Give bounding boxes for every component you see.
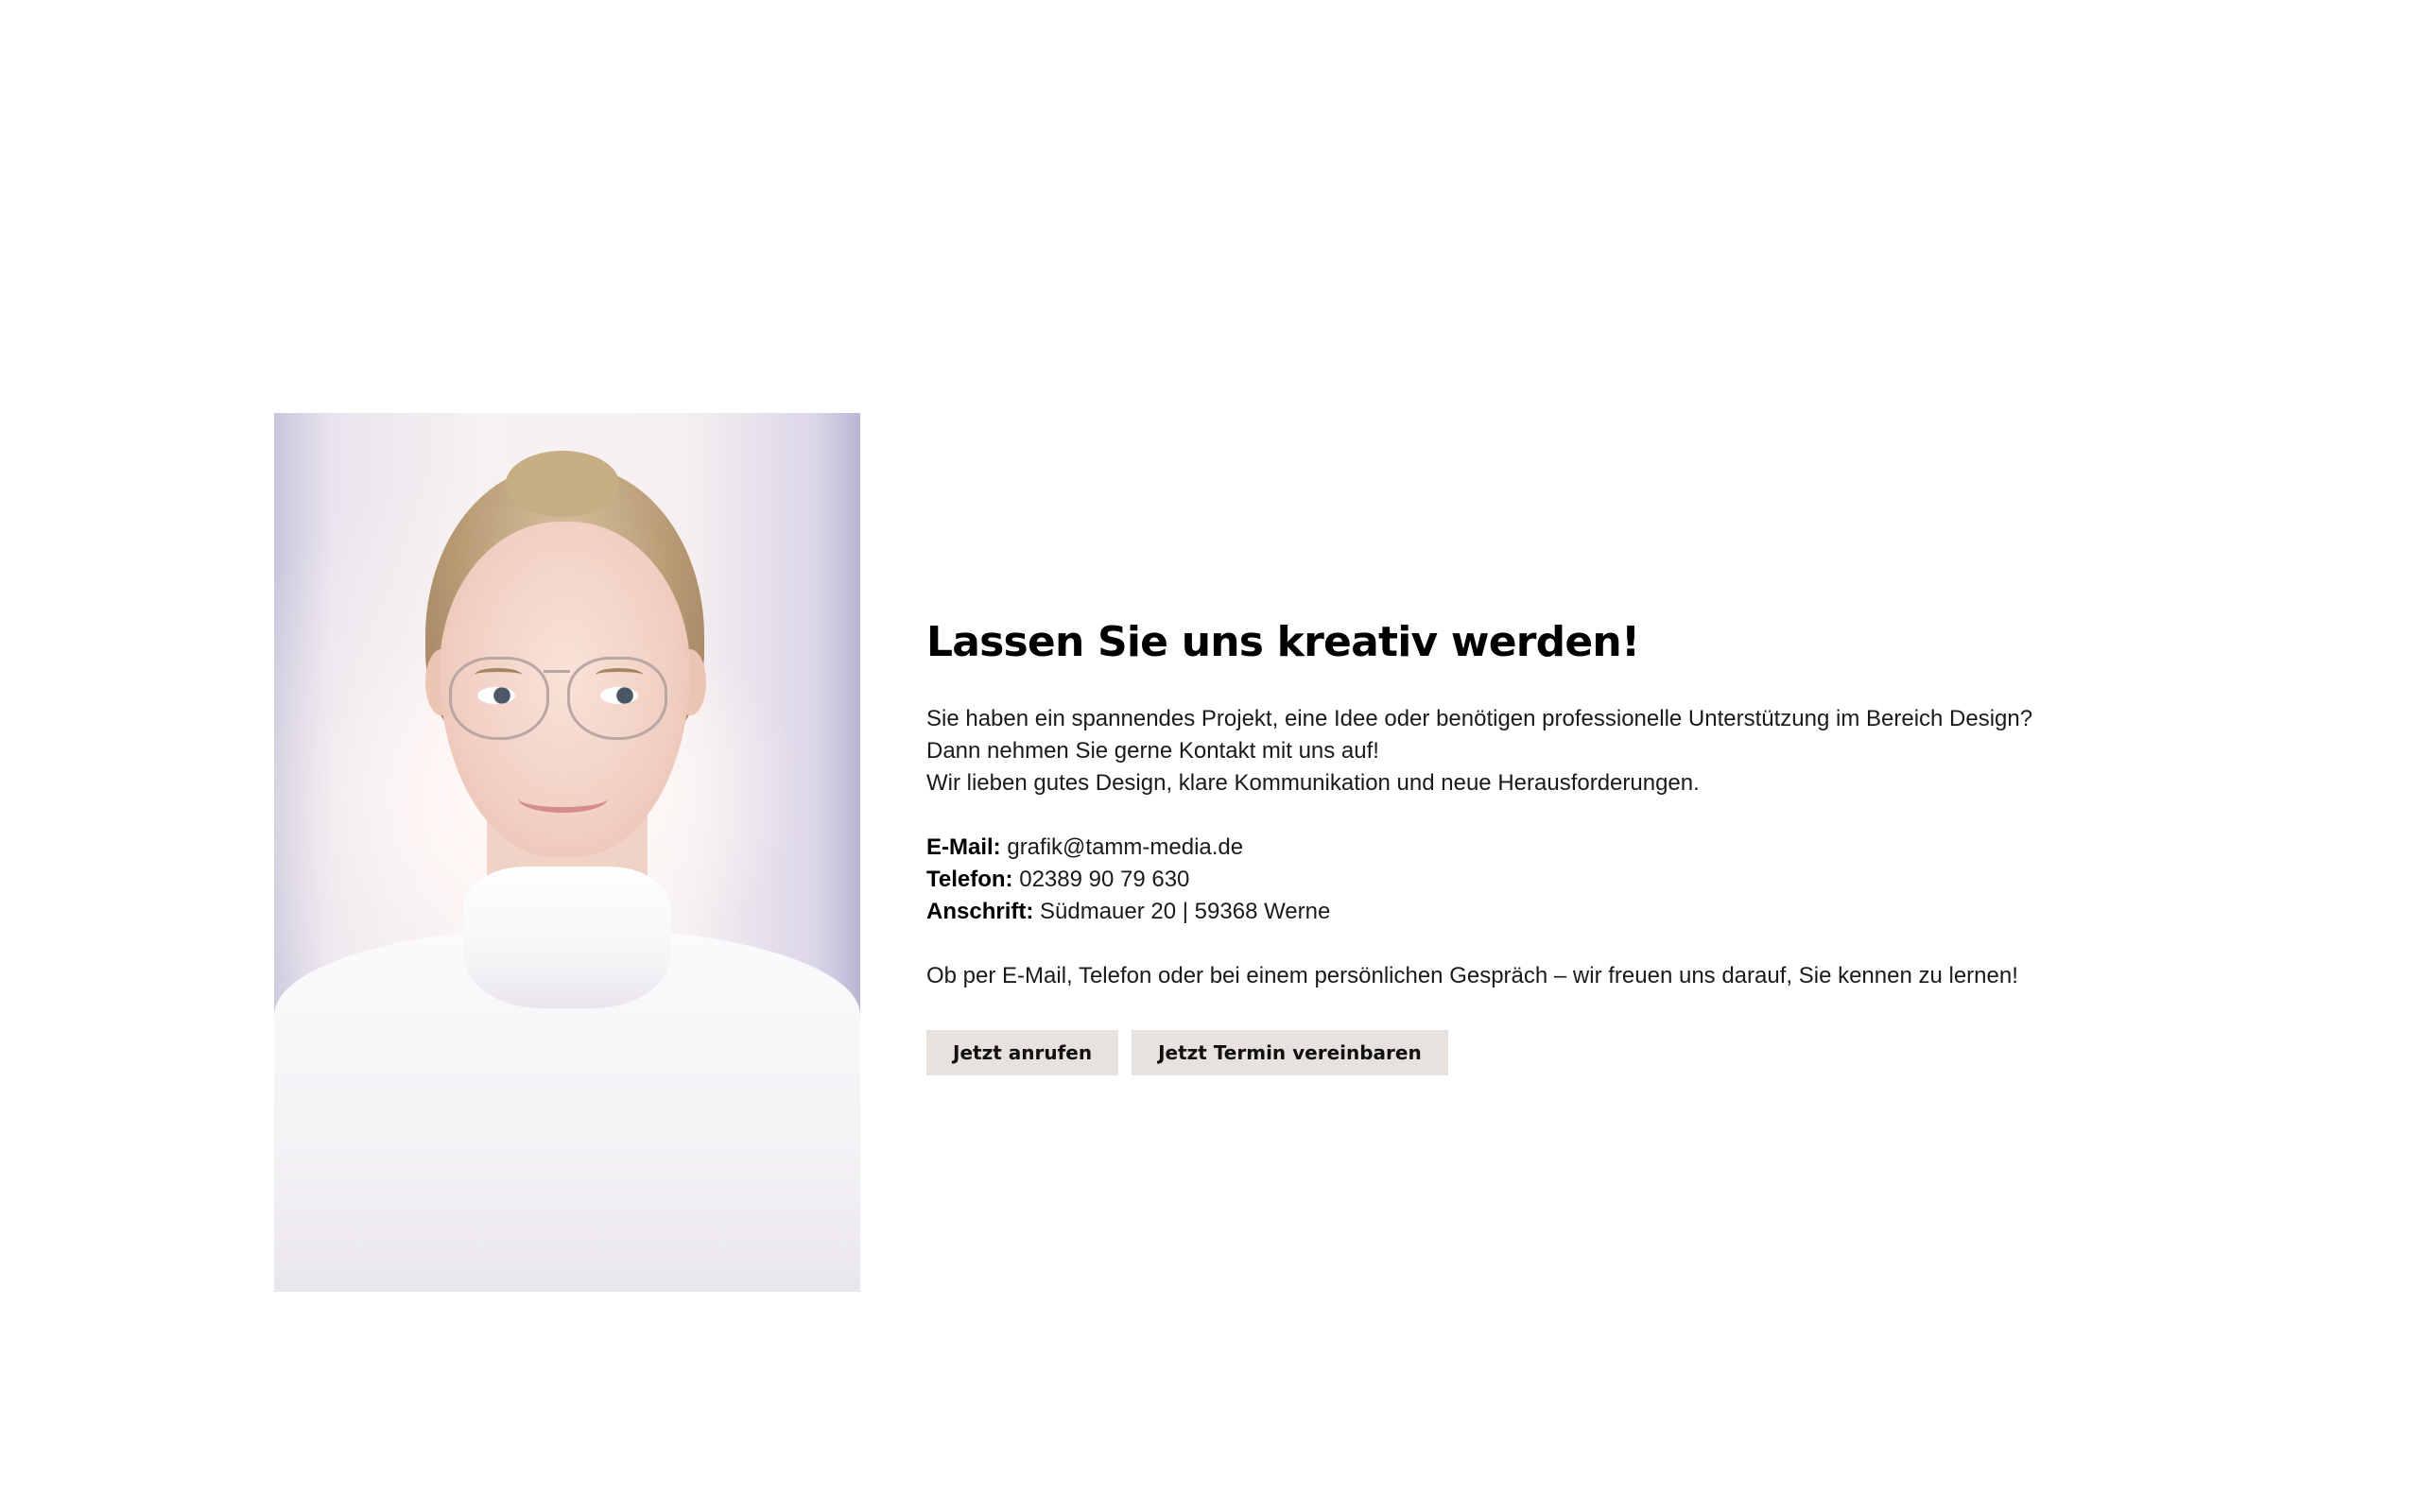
address-value: Südmauer 20 | 59368 Werne	[1040, 899, 1331, 924]
portrait-photo	[274, 413, 860, 1292]
appointment-button[interactable]: Jetzt Termin vereinbaren	[1132, 1030, 1448, 1075]
closing-text: Ob per E-Mail, Telefon oder bei einem persönlichen Gespräch – wir freuen uns darauf, Sie kennen zu lernen!	[926, 963, 2018, 988]
page-title: Lassen Sie uns kreativ werden!	[926, 618, 1640, 666]
photo-glasses-left-lens	[449, 657, 549, 740]
photo-turtleneck-collar	[463, 867, 671, 1008]
phone-row	[926, 864, 2155, 896]
intro-line: Sie haben ein spannendes Projekt, eine Idee oder benötigen professionelle Unterstützung im Bereich Design?	[926, 706, 2033, 731]
email-row	[926, 832, 2155, 864]
contact-details	[926, 832, 2155, 928]
intro-line: Wir lieben gutes Design, klare Kommunikation und neue Herausforderungen.	[926, 770, 1700, 796]
contact-content	[926, 614, 2155, 1075]
address-row	[926, 896, 2155, 928]
button-group	[926, 1030, 2155, 1075]
photo-glasses-right-lens	[567, 657, 667, 740]
intro-line: Dann nehmen Sie gerne Kontakt mit uns auf!	[926, 738, 1379, 764]
photo-smile	[518, 784, 608, 813]
phone-label: Telefon:	[926, 867, 1013, 892]
photo-glasses-bridge	[544, 670, 570, 679]
intro-paragraph	[926, 703, 2155, 799]
email-link[interactable]: grafik@tamm-media.de	[1007, 834, 1244, 860]
address-label: Anschrift:	[926, 899, 1034, 924]
call-button[interactable]: Jetzt anrufen	[926, 1030, 1118, 1075]
phone-link[interactable]: 02389 90 79 630	[1019, 867, 1190, 892]
email-label: E-Mail:	[926, 834, 1001, 860]
photo-hair-bun	[506, 451, 619, 517]
